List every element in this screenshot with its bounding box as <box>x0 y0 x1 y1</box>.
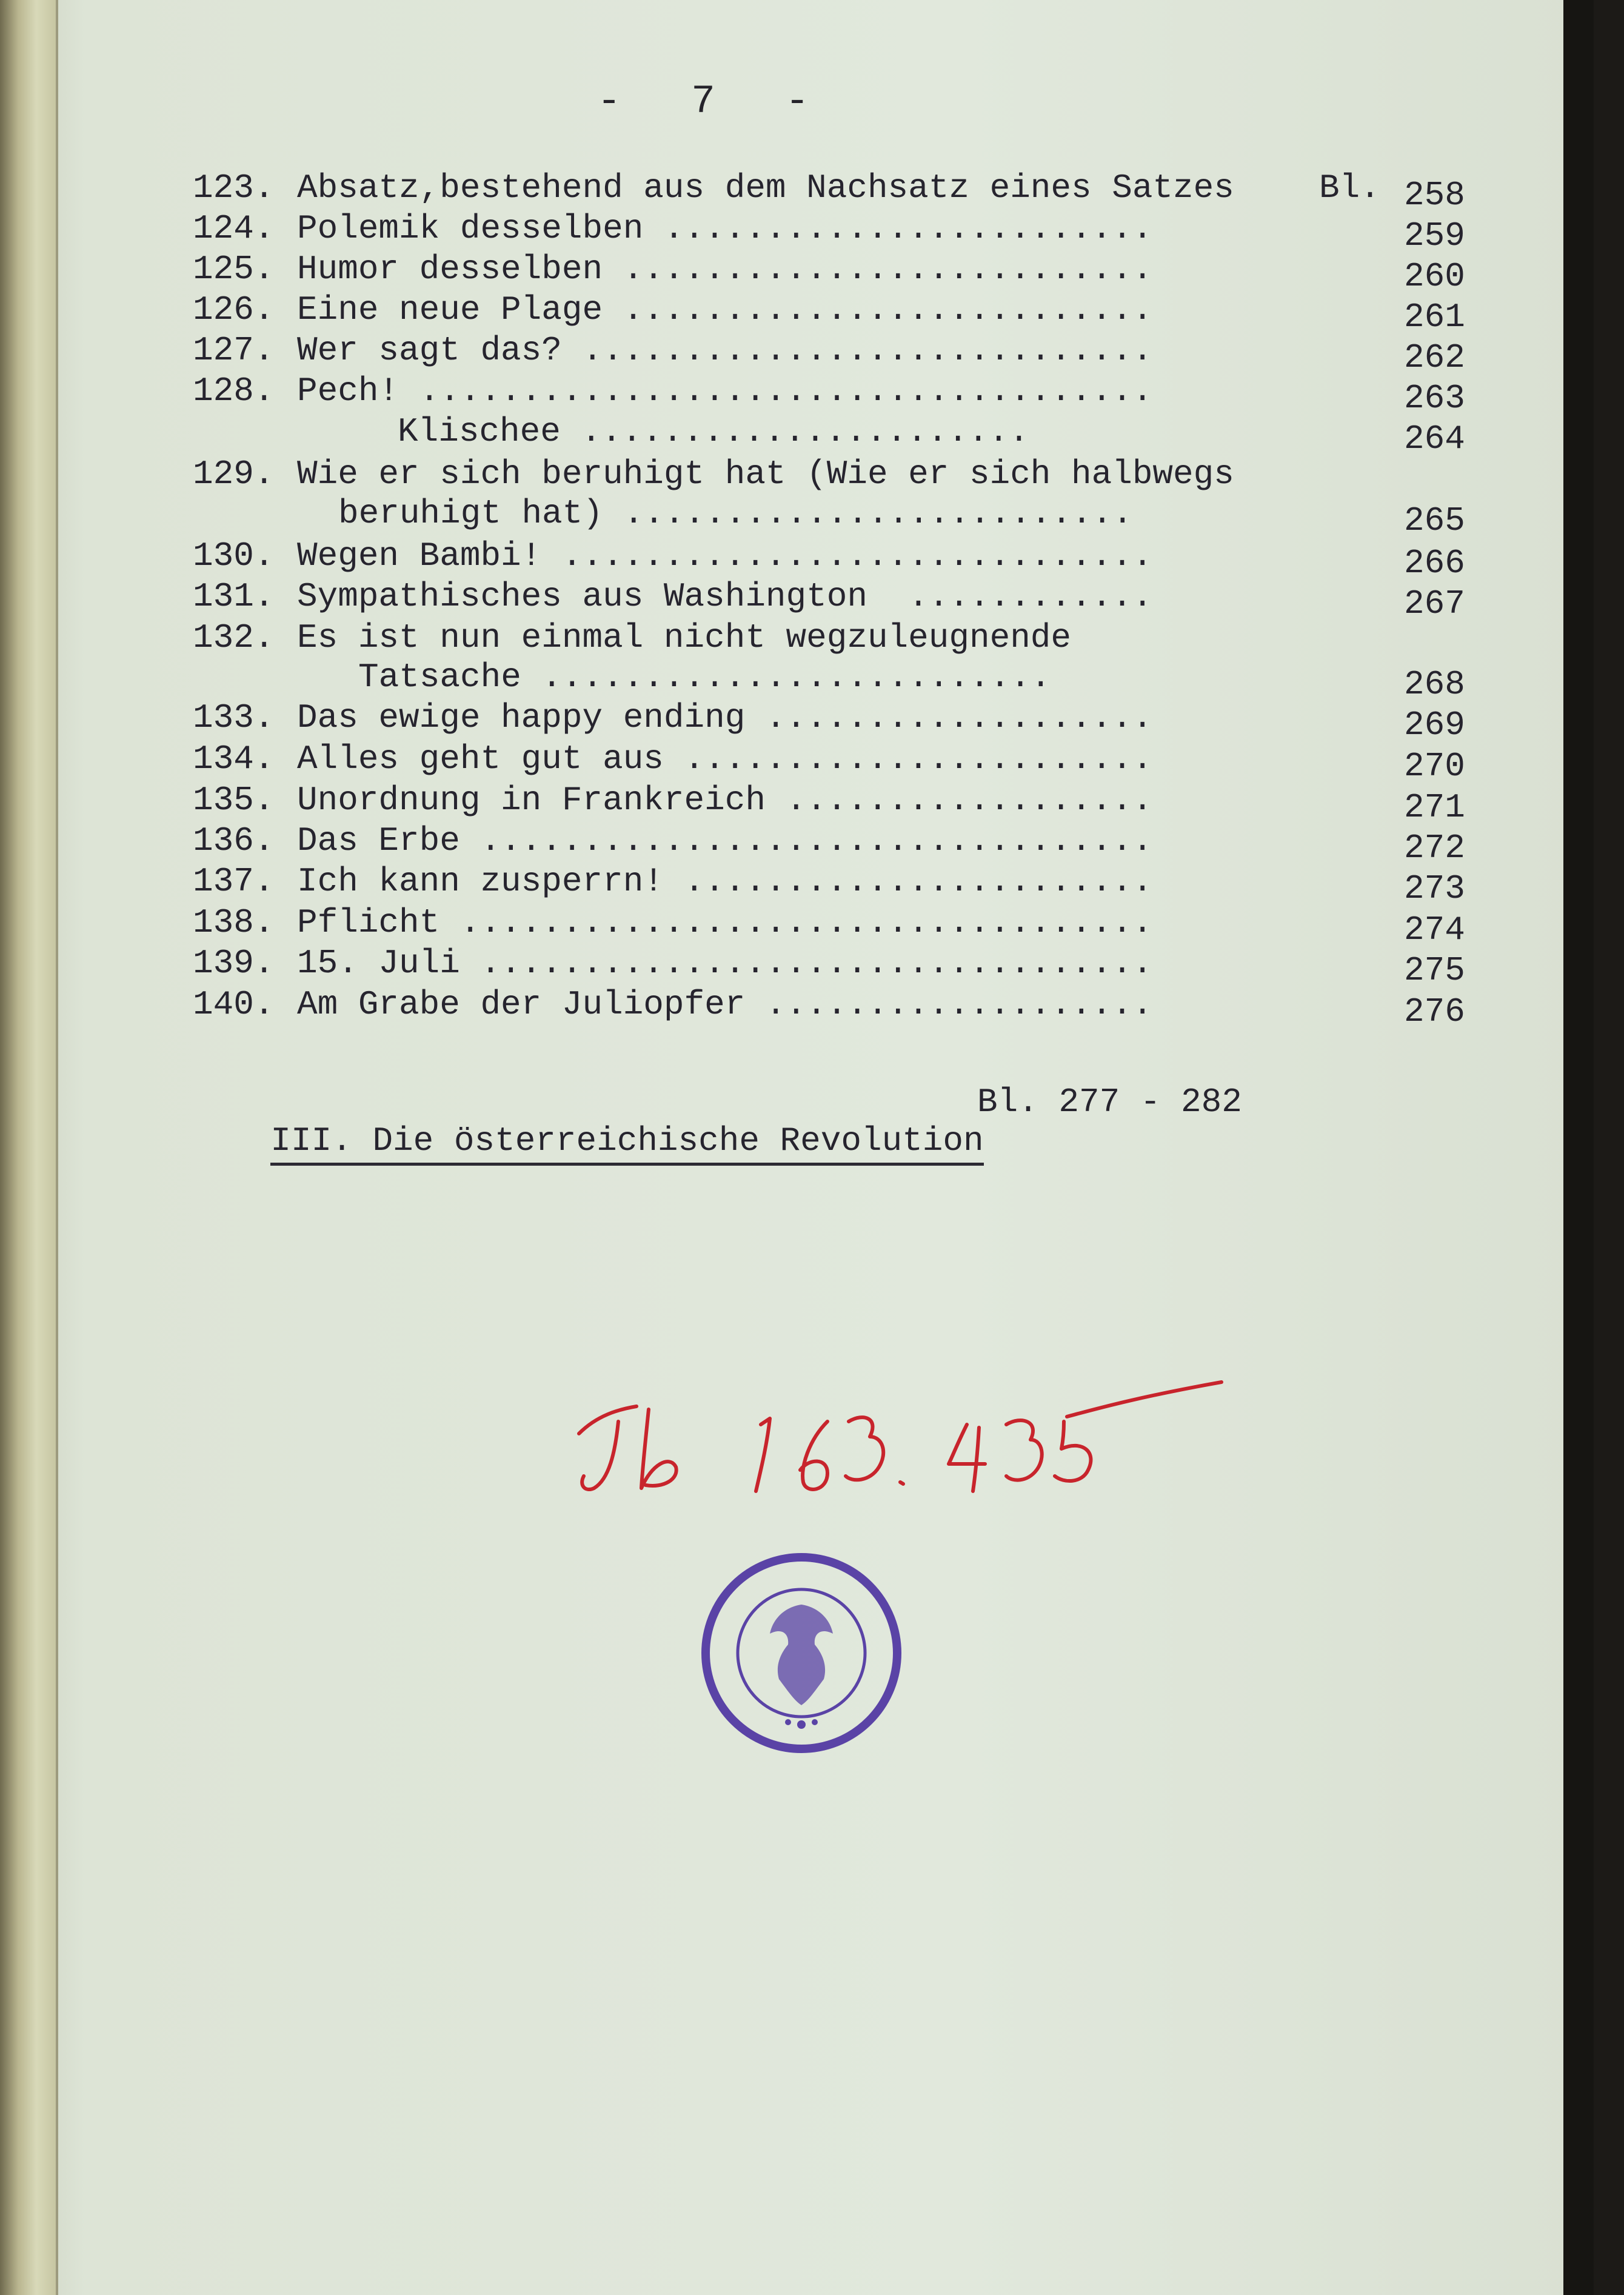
entry-number: 139. <box>193 944 275 983</box>
section-entry <box>189 1083 1242 1238</box>
toc-entry <box>193 862 1496 908</box>
entry-title: beruhigt hat) ......................... <box>338 494 1133 533</box>
handwritten-shelfmark <box>561 1367 1246 1500</box>
entry-title: Das ewige happy ending ................... <box>297 698 1153 737</box>
entry-page: 270 <box>1404 747 1465 786</box>
toc-entry <box>193 290 1496 336</box>
entry-page: 263 <box>1404 379 1465 418</box>
entry-page: 271 <box>1404 788 1465 827</box>
entry-number: 140. <box>193 985 275 1024</box>
toc-entry <box>193 740 1496 786</box>
toc-entry <box>193 455 1496 496</box>
entry-title: Polemik desselben ........................ <box>297 209 1153 248</box>
toc-entry <box>193 903 1496 949</box>
toc-entry <box>193 698 1496 744</box>
entry-page: 276 <box>1404 992 1465 1031</box>
section-heading: III. Die österreichische Revolution <box>270 1121 983 1166</box>
toc-entry <box>193 781 1496 827</box>
entry-title: Klischee ...................... <box>398 412 1029 451</box>
entry-title: Absatz,bestehend aus dem Nachsatz eines Satzes <box>297 169 1234 207</box>
toc-entry <box>193 169 1496 215</box>
entry-page: 268 <box>1404 665 1465 704</box>
toc-entry <box>193 209 1496 255</box>
page-number: - 7 - <box>597 79 833 124</box>
entry-number: 138. <box>193 903 275 942</box>
entry-page: 267 <box>1404 584 1465 623</box>
entry-title: 15. Juli ................................. <box>297 944 1153 983</box>
toc-entry-continuation <box>193 658 1496 704</box>
entry-title: Unordnung in Frankreich .................. <box>297 781 1153 820</box>
toc-entry <box>193 577 1496 623</box>
toc-entry <box>193 985 1496 1031</box>
entry-title: Eine neue Plage .......................... <box>297 290 1153 329</box>
entry-number: 132. <box>193 618 275 657</box>
entry-title: Wie er sich beruhigt hat (Wie er sich halbwegs <box>297 455 1234 493</box>
toc-entry <box>193 536 1496 583</box>
entry-number: 128. <box>193 372 275 410</box>
entry-page: 260 <box>1404 257 1465 296</box>
entry-title: Tatsache ......................... <box>358 658 1051 697</box>
entry-page: 274 <box>1404 910 1465 949</box>
entry-title: Humor desselben .......................... <box>297 250 1153 289</box>
toc-entry-continuation <box>193 412 1496 458</box>
library-stamp <box>697 1549 906 1758</box>
toc-entry <box>193 331 1496 377</box>
entry-page: 262 <box>1404 338 1465 377</box>
entry-page: 259 <box>1404 216 1465 255</box>
entry-number: 137. <box>193 862 275 901</box>
section-range: Bl. 277 - 282 <box>977 1083 1242 1121</box>
entry-number: 125. <box>193 250 275 289</box>
entry-number: 123. <box>193 169 275 207</box>
entry-title: Sympathisches aus Washington ............ <box>297 577 1153 616</box>
entry-number: 136. <box>193 821 275 860</box>
entry-page: 264 <box>1404 419 1465 458</box>
entry-page: 265 <box>1404 501 1465 540</box>
entry-number: 126. <box>193 290 275 329</box>
entry-title: Wer sagt das? ............................ <box>297 331 1153 370</box>
entry-number: 131. <box>193 577 275 616</box>
entry-number: 124. <box>193 209 275 248</box>
entry-title: Pflicht .................................. <box>297 903 1153 942</box>
entry-title: Am Grabe der Juliopfer ................... <box>297 985 1153 1024</box>
toc-entry <box>193 372 1496 418</box>
toc-entry <box>193 821 1496 867</box>
entry-number: 130. <box>193 536 275 575</box>
entry-number: 129. <box>193 455 275 493</box>
entry-title: Alles geht gut aus ....................... <box>297 740 1153 778</box>
entry-page: 258 <box>1404 176 1465 215</box>
entry-title: Es ist nun einmal nicht wegzuleugnende <box>297 618 1072 657</box>
entry-page: 261 <box>1404 298 1465 336</box>
entry-number: 133. <box>193 698 275 737</box>
toc-entry <box>193 618 1496 660</box>
entry-page: 273 <box>1404 869 1465 908</box>
entry-page: 272 <box>1404 829 1465 867</box>
toc-entry-continuation <box>193 494 1496 540</box>
scan-edge <box>1563 0 1594 2295</box>
entry-title: Ich kann zusperrn! ....................... <box>297 862 1153 901</box>
entry-title: Pech! .................................... <box>297 372 1153 410</box>
entry-page: 275 <box>1404 951 1465 990</box>
entry-title: Wegen Bambi! ............................. <box>297 536 1153 575</box>
entry-page: 269 <box>1404 706 1465 744</box>
toc-entry <box>193 944 1496 990</box>
toc-entry <box>193 250 1496 296</box>
entry-bl-label: Bl. <box>1319 169 1380 207</box>
entry-title: Das Erbe ................................. <box>297 821 1153 860</box>
entry-number: 134. <box>193 740 275 778</box>
entry-number: 127. <box>193 331 275 370</box>
entry-number: 135. <box>193 781 275 820</box>
entry-page: 266 <box>1404 544 1465 583</box>
